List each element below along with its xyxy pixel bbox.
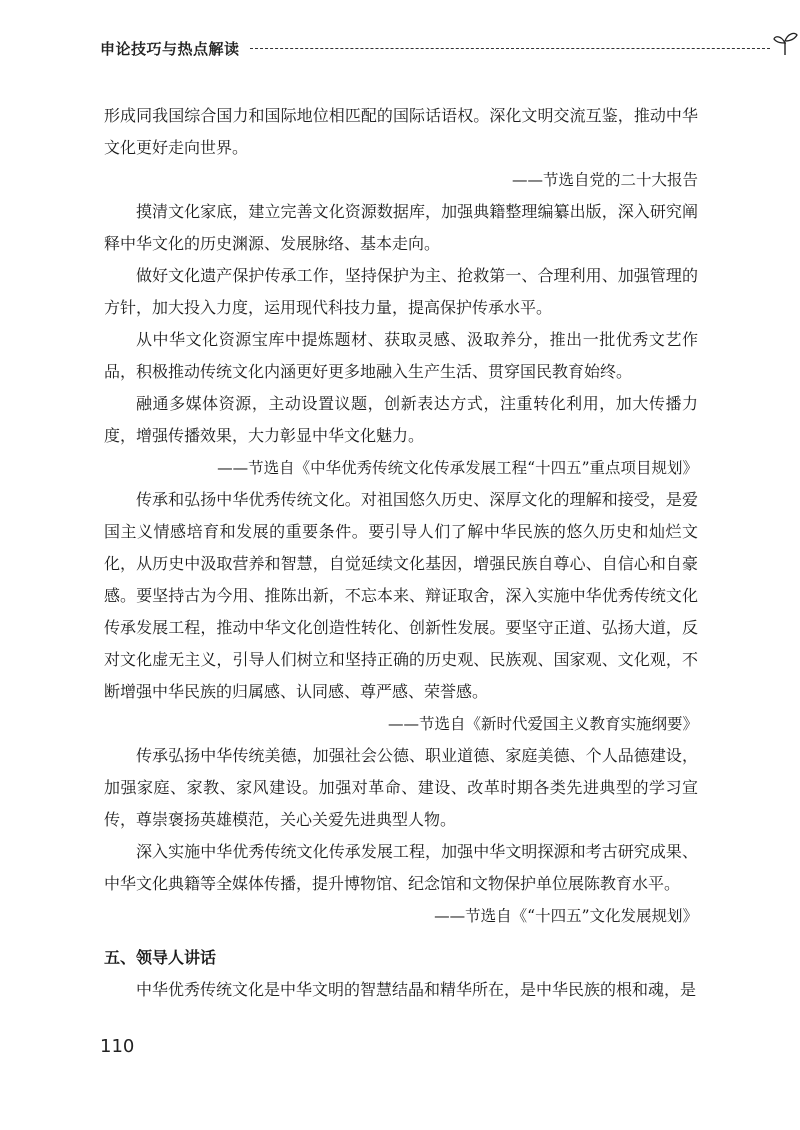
section-heading: 五、领导人讲话 (104, 948, 217, 967)
header-divider (250, 48, 770, 49)
paragraph: 传承和弘扬中华优秀传统文化。对祖国悠久历史、深厚文化的理解和接受，是爱国主义情感培育和发展的重要条件。要引导人们了解中华民族的悠久历史和灿烂文化，从历史中汲取营养和智慧，自觉延续文化基因，增强民族自尊心、自信心和自豪感。要坚持古为今用、推陈出新，不忘本来、辩证取舍，深入实施中华优秀传统文化传承发展工程，推动中华文化创造性转化、创新性发展。要坚守正道、弘扬大道，反对文化虚无主义，引导人们树立和坚持正确的历史观、民族观、国家观、文化观，不断增强中华民族的归属感、认同感、尊严感、荣誉感。 (104, 490, 698, 701)
sprout-icon (772, 30, 798, 56)
paragraph: 做好文化遗产保护传承工作，坚持保护为主、抢救第一、合理利用、加强管理的方针，加大投入力度，运用现代科技力量，提高保护传承水平。 (104, 266, 698, 317)
page-body (104, 100, 698, 1006)
paragraph: 传承弘扬中华传统美德，加强社会公德、职业道德、家庭美德、个人品德建设，加强家庭、家教、家风建设。加强对革命、建设、改革时期各类先进典型的学习宣传，尊崇褒扬英雄模范，关心关爱先进典型人物。 (104, 746, 698, 829)
paragraph: 形成同我国综合国力和国际地位相匹配的国际话语权。深化文明交流互鉴，推动中华文化更好走向世界。 (104, 106, 698, 157)
header-title: 申论技巧与热点解读 (100, 40, 240, 58)
paragraph: 深入实施中华优秀传统文化传承发展工程，加强中华文明探源和考古研究成果、中华文化典籍等全媒体传播，提升博物馆、纪念馆和文物保护单位展陈教育水平。 (104, 842, 698, 893)
paragraph: 从中华文化资源宝库中提炼题材、获取灵感、汲取养分，推出一批优秀文艺作品，积极推动传统文化内涵更好更多地融入生产生活、贯穿国民教育始终。 (104, 330, 698, 381)
paragraph: 融通多媒体资源，主动设置议题，创新表达方式，注重转化利用，加大传播力度，增强传播效果，大力彰显中华文化魅力。 (104, 394, 698, 445)
source-citation: ——节选自《中华优秀传统文化传承发展工程“十四五”重点项目规划》 (217, 459, 698, 477)
source-citation: ——节选自《“十四五”文化发展规划》 (434, 907, 698, 925)
page-number: 110 (100, 1036, 135, 1057)
source-citation: ——节选自党的二十大报告 (511, 171, 698, 189)
paragraph: 摸清文化家底，建立完善文化资源数据库，加强典籍整理编纂出版，深入研究阐释中华文化的历史渊源、发展脉络、基本走向。 (104, 202, 698, 253)
source-citation: ——节选自《新时代爱国主义教育实施纲要》 (387, 715, 698, 733)
paragraph: 中华优秀传统文化是中华文明的智慧结晶和精华所在，是中华民族的根和魂，是 (136, 980, 697, 999)
page-header (100, 30, 720, 70)
